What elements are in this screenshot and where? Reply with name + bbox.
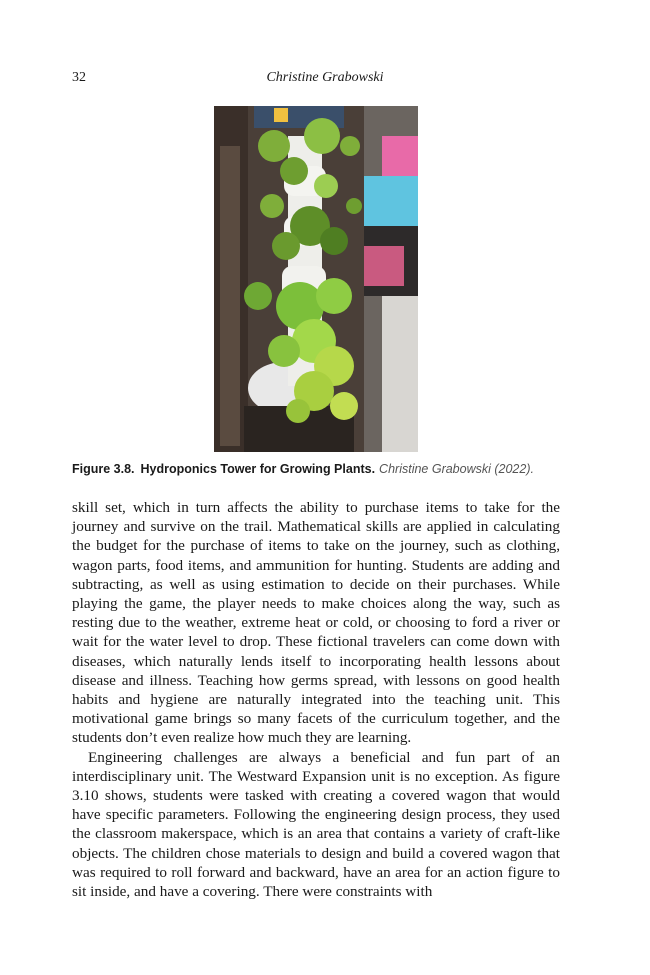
hydroponics-tower-photo — [214, 106, 418, 452]
figure-title: Hydroponics Tower for Growing Plants. — [140, 462, 376, 476]
figure-caption — [72, 460, 578, 478]
paragraph: skill set, which in turn affects the ability to purchase items to take for the journey and survive on the trail. Mathematical skills are applied in calculating the budget for the purchase of items to take on the journey, such as clothing, wagon parts, food items, and ammunition for hunting. Students are adding and subtracting, as well as using estimation to decide on their purchases. While playing the game, the player needs to make choices along the way, such as resting due to the weather, extreme heat or cold, or choosing to ford a river or wait for the water level to drop. These fictional travelers can come down with diseases, which naturally lends itself to incorporating health lessons about disease and illness. Teaching how germs spread, with lessons on good health habits and hygiene are naturally integrated into the teaching unit. This motivational game brings so many facets of the curriculum together, and the students don’t even realize how much they are learning. — [72, 499, 560, 747]
page-number: 32 — [72, 70, 86, 85]
body-text — [72, 498, 560, 901]
figure-label: Figure 3.8. — [72, 462, 135, 476]
figure-credit: Christine Grabowski (2022). — [379, 462, 534, 476]
paragraph: Engineering challenges are always a beneficial and fun part of an interdisciplinary unit. The Westward Expansion unit is no exception. As figure 3.10 shows, students were tasked with creating a covered wagon that would have specific parameters. Following the engineering design process, they used the classroom makerspace, which is an area that contains a variety of craft-like objects. The children chose materials to design and build a covered wagon that was required to roll forward and backward, have an area for an action figure to sit inside, and have a covering. There were constraints with — [72, 748, 560, 901]
page-header — [0, 64, 650, 88]
running-head: Christine Grabowski — [266, 70, 384, 85]
